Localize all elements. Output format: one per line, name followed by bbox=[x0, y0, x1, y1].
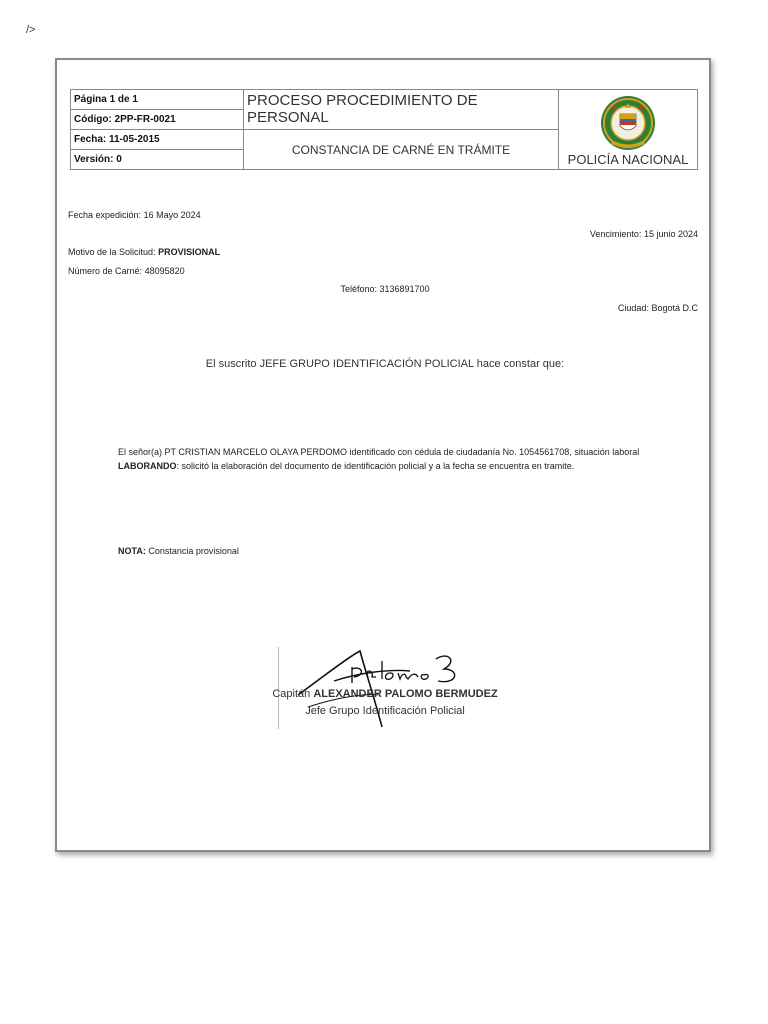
request-reason: Motivo de la Solicitud: PROVISIONAL bbox=[68, 247, 221, 257]
card-number: Número de Carné: 48095820 bbox=[68, 266, 185, 276]
expedition-date: Fecha expedición: 16 Mayo 2024 bbox=[68, 210, 201, 220]
organization-name: POLICÍA NACIONAL bbox=[567, 152, 689, 167]
note-line: NOTA: Constancia provisional bbox=[118, 546, 239, 556]
document-page bbox=[55, 58, 711, 852]
stray-markup-text: /> bbox=[26, 24, 36, 36]
statement-line: El suscrito JEFE GRUPO IDENTIFICACIÓN POLICIAL hace constar que: bbox=[205, 358, 565, 370]
form-date: Fecha: 11-05-2015 bbox=[71, 130, 244, 150]
document-title: CONSTANCIA DE CARNÉ EN TRÁMITE bbox=[244, 130, 559, 170]
signatory-title: Jefe Grupo Identificación Policial bbox=[305, 705, 465, 717]
page-number: Página 1 de 1 bbox=[71, 90, 244, 110]
phone-number: Teléfono: 3136891700 bbox=[340, 284, 430, 294]
signatory-name: Capitán ALEXANDER PALOMO BERMUDEZ bbox=[272, 688, 498, 700]
city: Ciudad: Bogotá D.C bbox=[617, 303, 698, 313]
process-title: PROCESO PROCEDIMIENTO DE PERSONAL bbox=[244, 90, 559, 130]
police-seal-icon bbox=[596, 94, 660, 152]
document-header-table bbox=[70, 89, 698, 170]
form-version: Versión: 0 bbox=[71, 150, 244, 170]
police-logo-cell bbox=[559, 90, 698, 170]
body-paragraph: El señor(a) PT CRISTIAN MARCELO OLAYA PERDOMO identificado con cédula de ciudadanía No. 1054561708, situación laboral LABORANDO: solicitó la elaboración del documento de identificación policial y a la fecha se encuentra en tramite. bbox=[118, 447, 640, 471]
expiry-date: Vencimiento: 15 junio 2024 bbox=[589, 229, 698, 239]
form-code: Código: 2PP-FR-0021 bbox=[71, 110, 244, 130]
